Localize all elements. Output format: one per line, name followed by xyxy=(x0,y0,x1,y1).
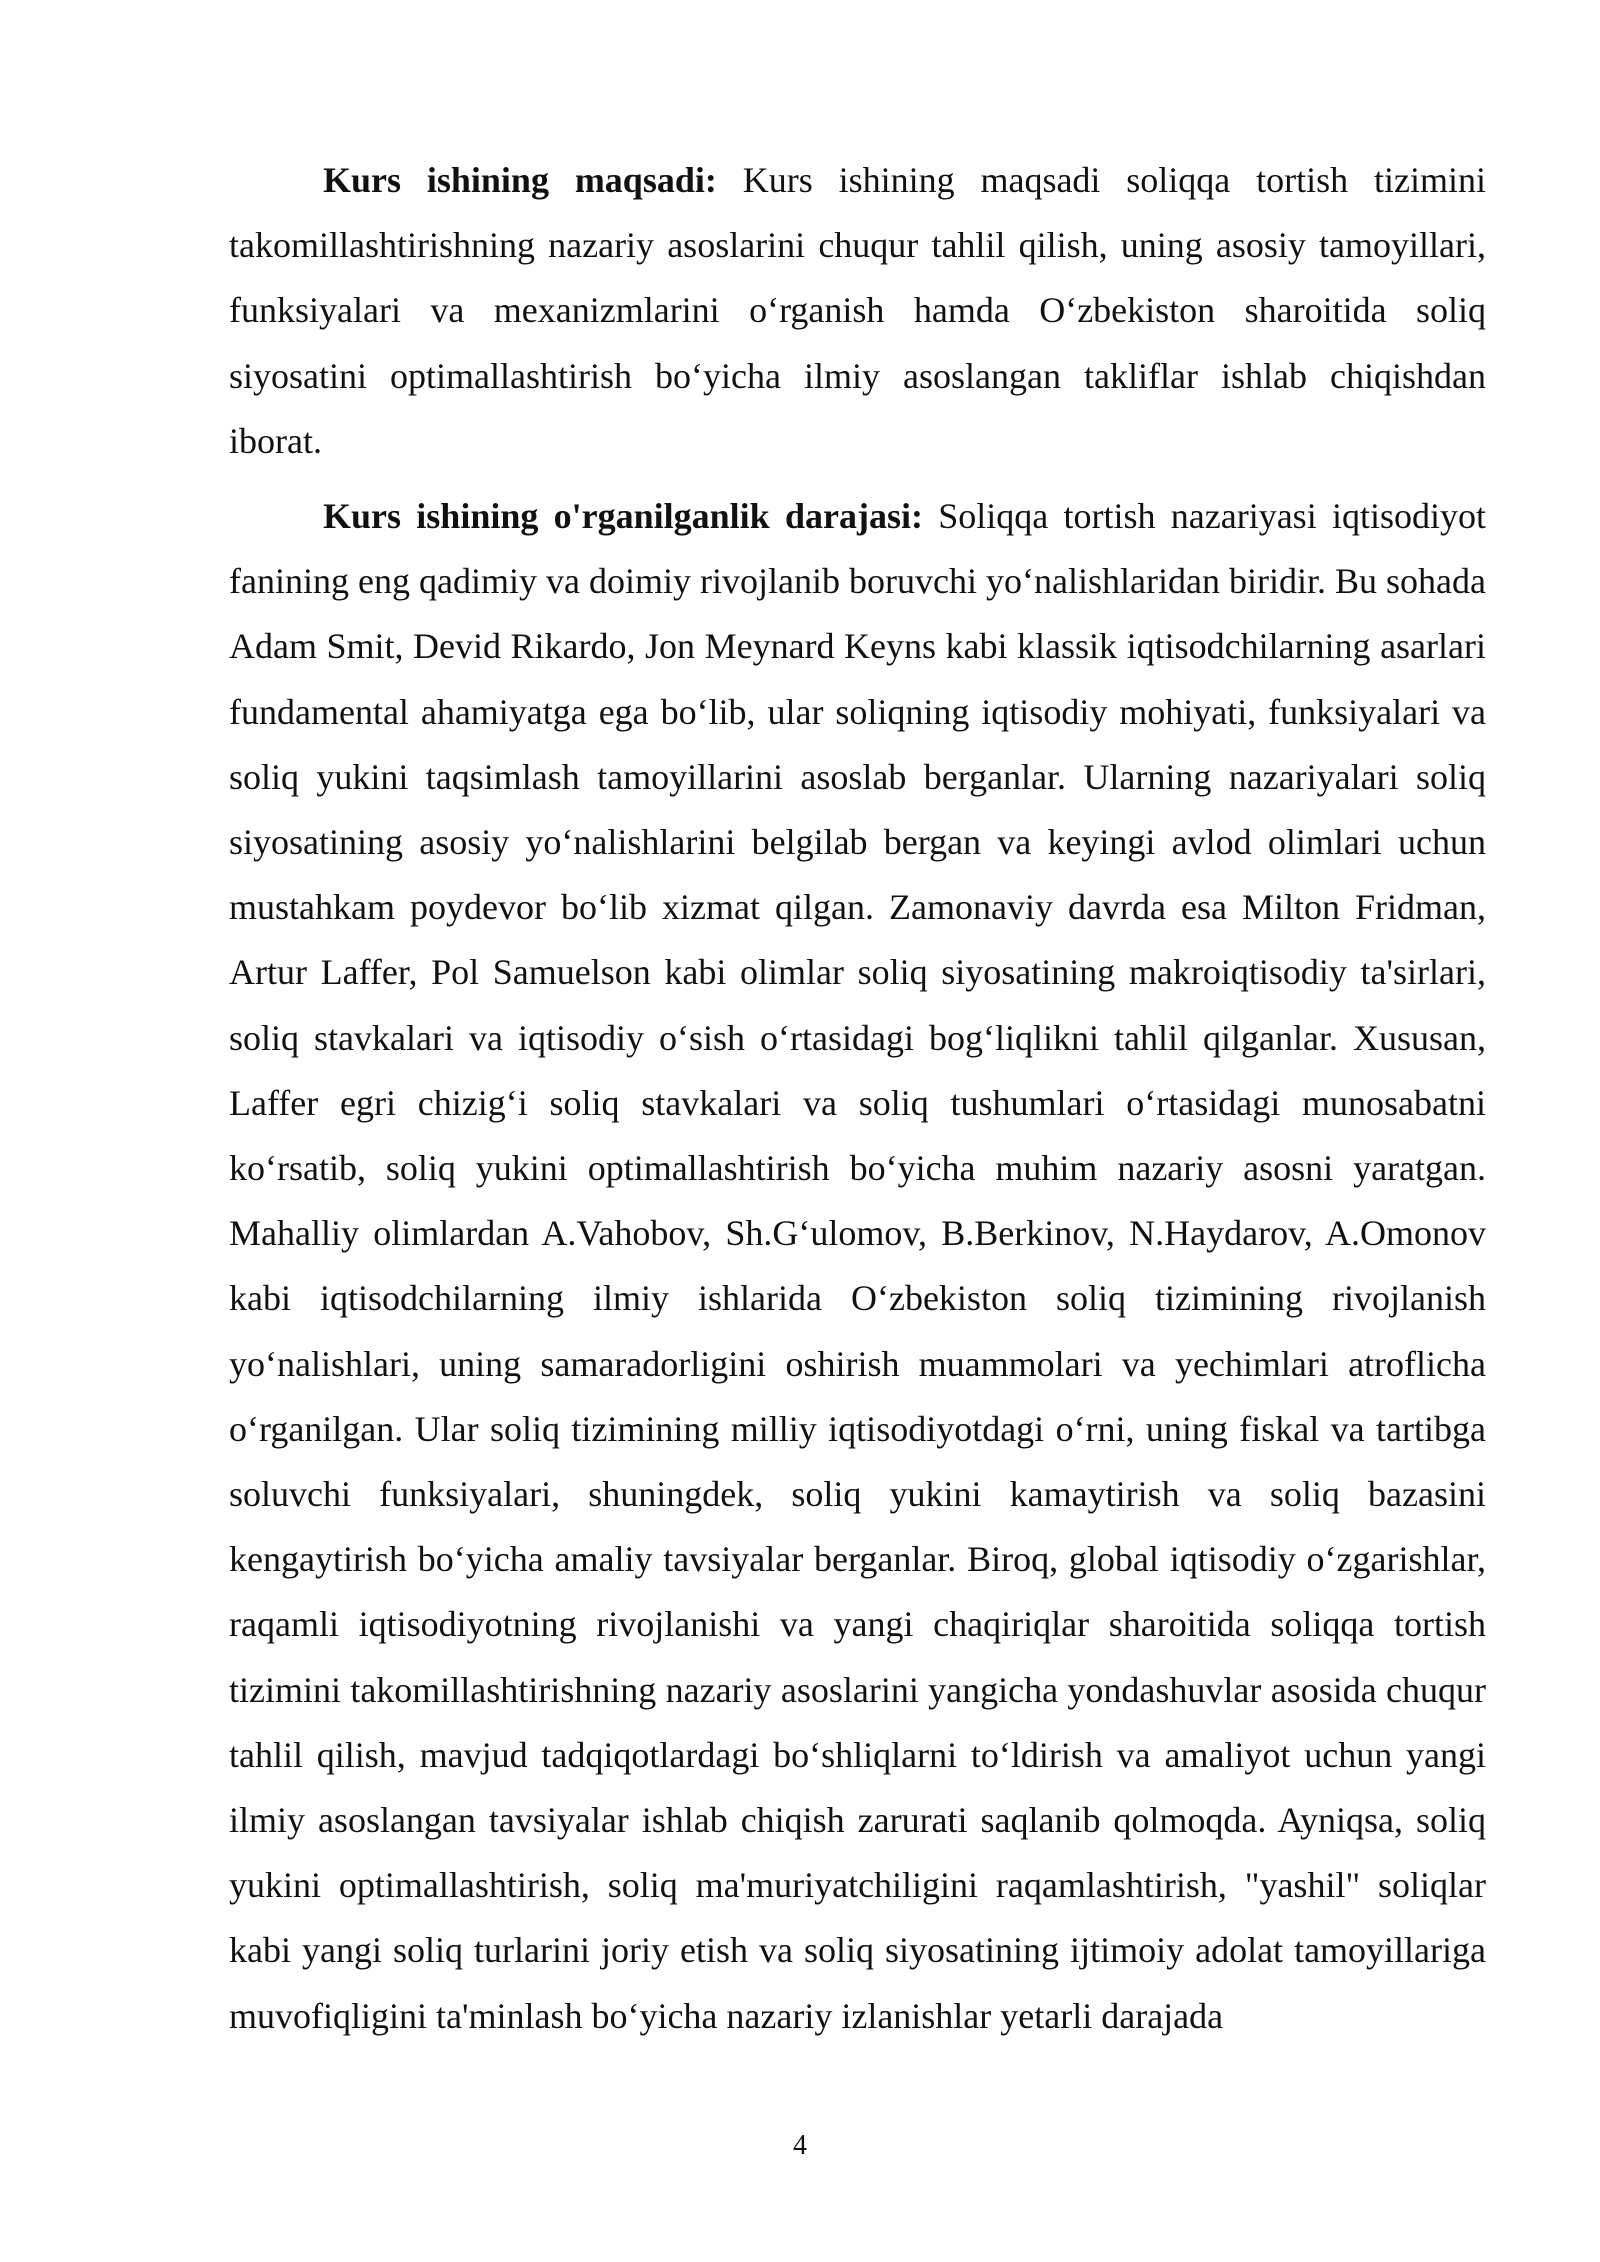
paragraph-study-level-heading: Kurs ishining o'rganilganlik darajasi: xyxy=(323,496,923,537)
page-number: 4 xyxy=(793,2130,807,2161)
paragraph-goal-text: Kurs ishining maqsadi soliqqa tortish tizimini takomillashtirishning nazariy asoslarini chuqur tahlil qilish, uning asosiy tamoyillari, funksiyalari va mexanizmlarini oʻrganish hamda Oʻzbekiston sharoitida soliq siyosatini optimallashtirish boʻyicha ilmiy asoslangan takliflar ishlab chiqishdan iborat. xyxy=(229,160,1487,461)
paragraph-study-level-text: Soliqqa tortish nazariyasi iqtisodiyot fanining eng qadimiy va doimiy rivojlanib boruvchi yoʻnalishlaridan biridir. Bu sohada Adam Smit, Devid Rikardo, Jon Meynard Keyns kabi klassik iqtisodchilarning asarlari fundamental ahamiyatga ega boʻlib, ular soliqning iqtisodiy mohiyati, funksiyalari va soliq yukini taqsimlash tamoyillarini asoslab berganlar. Ularning nazariyalari soliq siyosatining asosiy yoʻnalishlarini belgilab bergan va keyingi avlod olimlari uchun mustahkam poydevor boʻlib xizmat qilgan. Zamonaviy davrda esa Milton Fridman, Artur Laffer, Pol Samuelson kabi olimlar soliq siyosatining makroiqtisodiy ta'sirlari, soliq stavkalari va iqtisodiy oʻsish oʻrtasidagi bogʻliqlikni tahlil qilganlar. Xususan, Laffer egri chizigʻi soliq stavkalari va soliq tushumlari oʻrtasidagi munosabatni koʻrsatib, soliq yukini optimallashtirish boʻyicha muhim nazariy asosni yaratgan. Mahalliy olimlardan A.Vahobov, Sh.Gʻulomov, B.Berkinov, N.Haydarov, A.Omonov kabi iqtisodchilarning ilmiy ishlarida Oʻzbekiston soliq tizimining rivojlanish yoʻnalishlari, uning samaradorligini oshirish muammolari va yechimlari atroflicha oʻrganilgan. Ular soliq tizimining milliy iqtisodiyotdagi oʻrni, uning fiskal va tartibga soluvchi funksiyalari, shuningdek, soliq yukini kamaytirish va soliq bazasini kengaytirish boʻyicha amaliy tavsiyalar berganlar. Biroq, global iqtisodiy oʻzgarishlar, raqamli iqtisodiyotning rivojlanishi va yangi chaqiriqlar sharoitida soliqqa tortish tizimini takomillashtirishning nazariy asoslarini yangicha yondashuvlar asosida chuqur tahlil qilish, mavjud tadqiqotlardagi boʻshliqlarni toʻldirish va amaliyot uchun yangi ilmiy asoslangan tavsiyalar ishlab chiqish zarurati saqlanib qolmoqda. Ayniqsa, soliq yukini optimallashtirish, soliq ma'muriyatchiligini raqamlashtirish, "yashil" soliqlar kabi yangi soliq turlarini joriy etish va soliq siyosatining ijtimoiy adolat tamoyillariga muvofiqligini ta'minlash boʻyicha nazariy izlanishlar yetarli darajada xyxy=(229,496,1486,2036)
paragraph-goal-heading: Kurs ishining maqsadi: xyxy=(323,160,717,200)
paragraph-goal xyxy=(229,148,1486,474)
body-text xyxy=(229,148,1486,2049)
paragraph-study-level xyxy=(229,484,1486,2049)
